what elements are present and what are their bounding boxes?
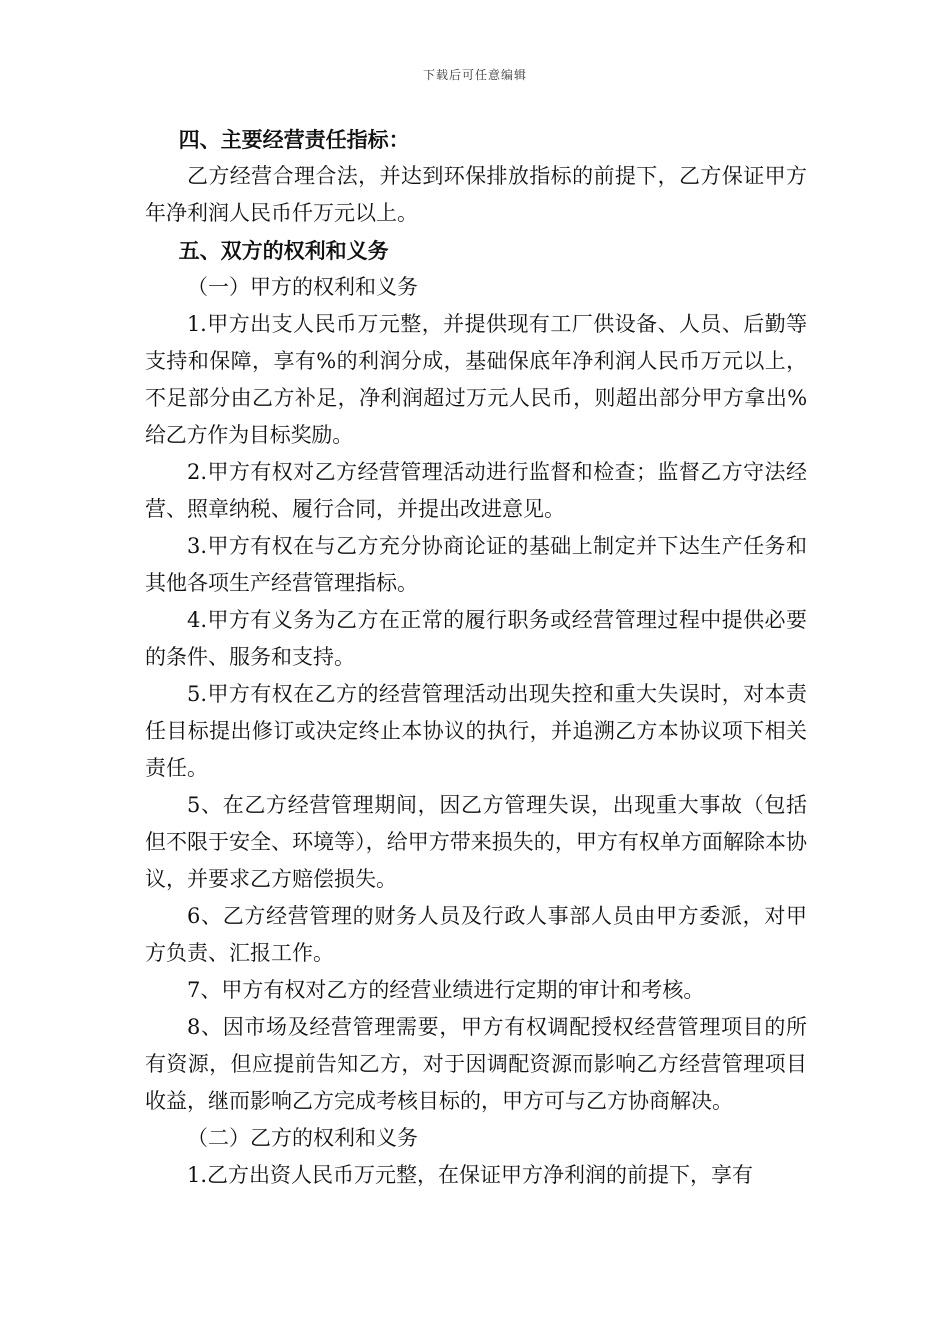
subheading-party-a: （一）甲方的权利和义务 [187,275,418,299]
document-body [145,121,807,1194]
paragraph-a-item-2: 2.甲方有权对乙方经营管理活动进行监督和检查；监督乙方守法经营、照章纳税、履行合同，并提出改进意见。 [145,460,807,521]
paragraph-a-item-6: 6、乙方经营管理的财务人员及行政人事部人员由甲方委派，对甲方负责、汇报工作。 [145,904,807,965]
paragraph-a-item-1: 1.甲方出支人民币万元整，并提供现有工厂供设备、人员、后勤等支持和保障，享有%的利润分成，基础保底年净利润人民币万元以上，不足部分由乙方补足，净利润超过万元人民币，则超出部分甲方拿出%给乙方作为目标奖励。 [145,312,807,447]
section-heading-5: 五、双方的权利和义务 [178,238,389,263]
paragraph-a-item-3: 3.甲方有权在与乙方充分协商论证的基础上制定并下达生产任务和其他各项生产经营管理指标。 [145,534,807,595]
paragraph-a-item-4: 4.甲方有义务为乙方在正常的履行职务或经营管理过程中提供必要的条件、服务和支持。 [145,608,807,669]
paragraph-a-item-7: 7、甲方有权对乙方的经营业绩进行定期的审计和考核。 [187,978,705,1002]
paragraph-profit-target: 乙方经营合理合法，并达到环保排放指标的前提下，乙方保证甲方年净利润人民币仟万元以上。 [145,164,807,225]
paragraph-b-item-1: 1.乙方出资人民币万元整，在保证甲方净利润的前提下，享有 [187,1163,754,1187]
section-heading-4: 四、主要经营责任指标： [178,127,410,152]
paragraph-a-item-8: 8、因市场及经营管理需要，甲方有权调配授权经营管理项目的所有资源，但应提前告知乙方，对于因调配资源而影响乙方经营管理项目收益，继而影响乙方完成考核目标的，甲方可与乙方协商解决。 [145,1015,807,1113]
paragraph-a-item-5b: 5、在乙方经营管理期间，因乙方管理失误，出现重大事故（包括但不限于安全、环境等），给甲方带来损失的，甲方有权单方面解除本协议，并要求乙方赔偿损失。 [145,793,807,891]
paragraph-a-item-5a: 5.甲方有权在乙方的经营管理活动出现失控和重大失误时，对本责任目标提出修订或决定终止本协议的执行，并追溯乙方本协议项下相关责任。 [145,682,807,780]
subheading-party-b: （二）乙方的权利和义务 [187,1126,418,1150]
page-header: 下载后可任意编辑 [422,68,527,82]
